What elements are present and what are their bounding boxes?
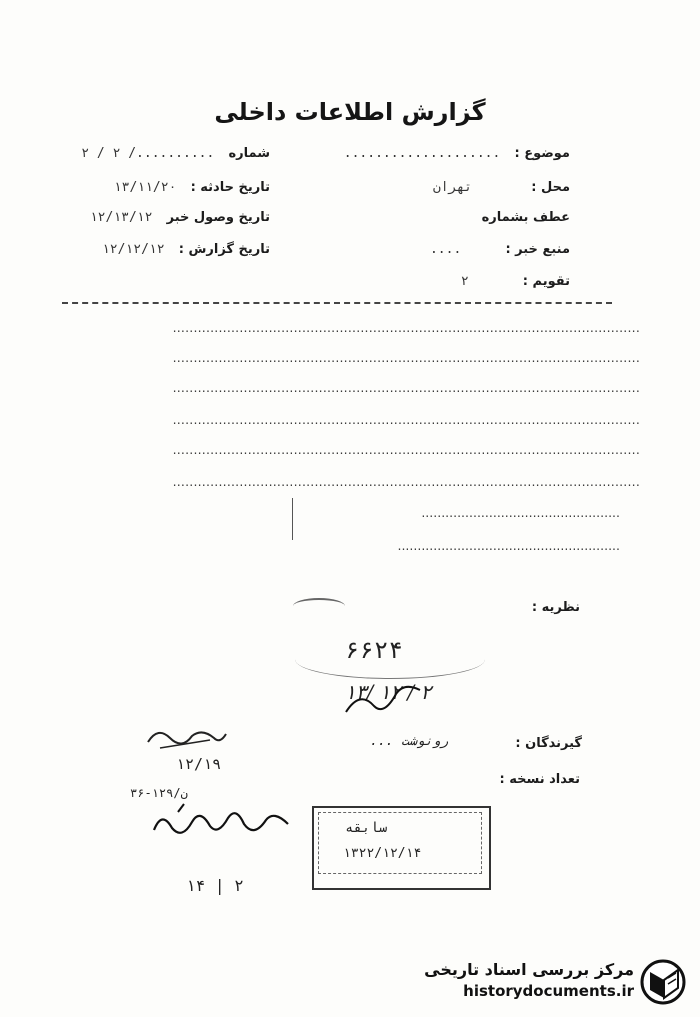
- location-value: تهران: [432, 180, 473, 195]
- body-line-6: ................................................................................................................: [172, 474, 640, 489]
- registration-sub: ۱۳/ ۱۲ / ۲: [345, 680, 432, 704]
- text-bracket: [292, 498, 293, 540]
- location-field: [433, 180, 570, 195]
- reference-label: عطف بشماره: [481, 210, 570, 225]
- archive-stamp-inner: [318, 812, 482, 874]
- logo-english-text: historydocuments.ir: [463, 982, 634, 1000]
- evaluation-field: [461, 274, 570, 289]
- body-line-3: ................................................................................................................: [172, 380, 640, 395]
- source-label: منبع خبر :: [505, 242, 570, 257]
- subject-field: [344, 146, 570, 161]
- number-field: [81, 146, 270, 161]
- copies-label: تعداد نسخه :: [499, 772, 580, 787]
- logo-persian-text: مرکز بررسی اسناد تاریخی: [424, 960, 634, 979]
- evaluation-label: تقویم :: [522, 274, 570, 289]
- body-line-1: ................................................................................................................: [172, 320, 640, 335]
- source-field: [430, 242, 570, 257]
- receipt-date-field: [90, 210, 270, 225]
- body-line-7: ..................................................: [421, 505, 620, 520]
- report-date-field: [102, 242, 270, 257]
- arc-mark-small: [293, 598, 345, 614]
- incident-date-value: ۱۳/۱۱/۲۰: [113, 180, 177, 195]
- subject-value: ....................: [343, 146, 501, 161]
- stamp-line-2: ۱۳۲۲/۱۲/۱۴: [343, 846, 422, 861]
- receipt-date-label: تاریخ وصول خبر: [166, 210, 270, 225]
- receipt-date-value: ۱۲/۱۳/۱۲: [89, 210, 153, 225]
- incident-date-field: [114, 180, 270, 195]
- body-line-2: ................................................................................................................: [172, 350, 640, 365]
- margin-note-3: ۱۴ | ۲: [186, 876, 244, 895]
- archive-logo: [405, 958, 690, 1006]
- body-line-5: ................................................................................................................: [172, 442, 640, 457]
- body-line-4: ................................................................................................................: [172, 412, 640, 427]
- incident-date-label: تاریخ حادثه :: [190, 180, 270, 195]
- margin-note-2: ۳۶-۱۲۹/ن: [130, 786, 188, 800]
- signature-mark-3: [340, 676, 430, 722]
- subject-label: موضوع :: [514, 146, 570, 161]
- registration-number: ۶۶۲۴: [345, 636, 403, 664]
- section-divider: [62, 302, 612, 304]
- report-date-label: تاریخ گزارش :: [178, 242, 270, 257]
- number-label: شماره: [228, 146, 270, 161]
- report-date-value: ۱۲/۱۲/۱۲: [101, 242, 165, 257]
- signature-mark-1: [140, 718, 230, 754]
- evaluation-value: ۲: [460, 274, 469, 289]
- recipients-handwritten: رونوشت ...: [370, 734, 449, 749]
- document-title: گزارش اطلاعات داخلی: [214, 98, 486, 126]
- book-logo-icon: [638, 958, 688, 1006]
- reference-field: [472, 210, 570, 225]
- recipients-label: گیرندگان :: [515, 736, 582, 751]
- signature-mark-2: [148, 800, 308, 846]
- margin-note-1: ۱۲/۱۹: [176, 755, 222, 773]
- stamp-line-1: سابقه: [345, 820, 388, 836]
- body-line-8: ........................................................: [397, 538, 620, 553]
- source-value: ....: [429, 242, 462, 257]
- location-label: محل :: [531, 180, 570, 195]
- opinion-label: نظریه :: [531, 600, 580, 615]
- number-value: ........../ ۲ / ۲: [81, 146, 215, 161]
